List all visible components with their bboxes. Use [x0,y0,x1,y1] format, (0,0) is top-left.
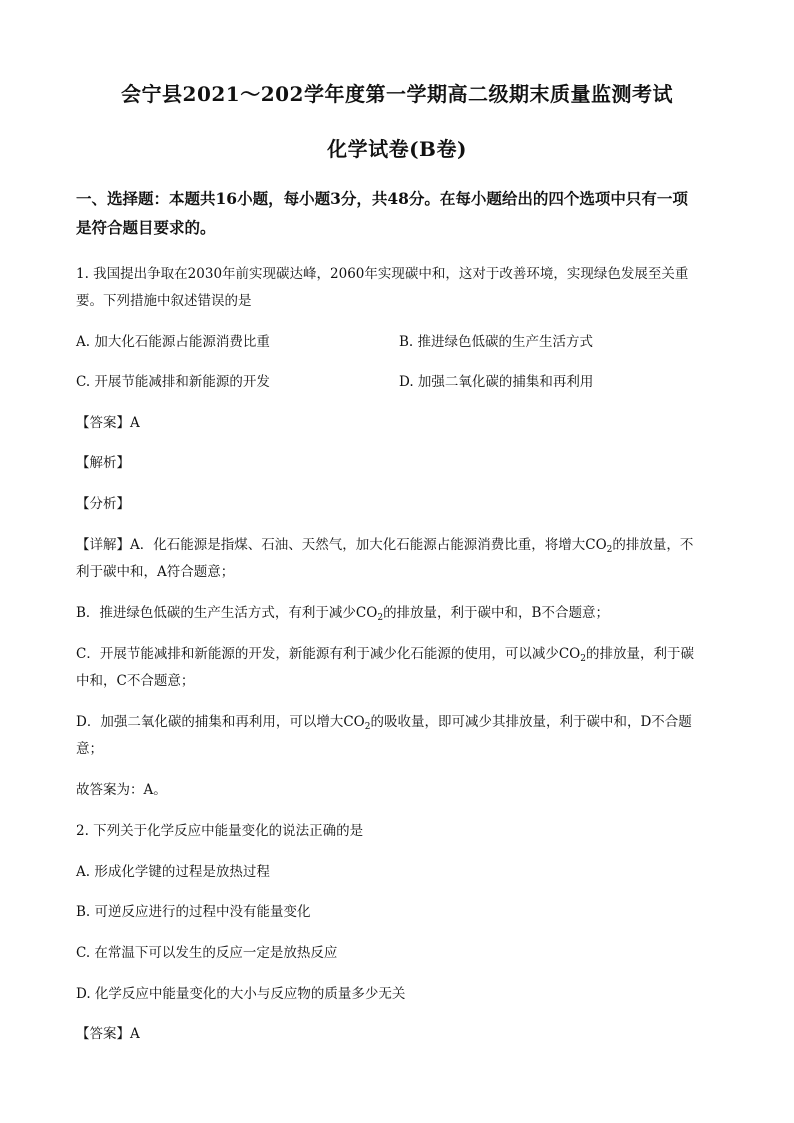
co2-subscript: 2 [606,545,613,555]
co2-subscript: 2 [364,722,371,732]
q1-option-b: B. 推进绿色低碳的生产生活方式 [399,334,594,350]
q1-answer: 【答案】A [76,415,140,431]
q2-answer: 【答案】A [76,1026,140,1042]
q1-detail-d-line2: 意； [76,741,103,757]
q1-option-d: D. 加强二氧化碳的捕集和再利用 [399,374,594,390]
q1-detail-a-line2: 利于碳中和，A符合题意； [76,564,235,580]
q2-option-a: A. 形成化学键的过程是放热过程 [76,864,270,880]
q1-detail-a-line1 [76,533,693,555]
q1-detail-a-text: 【详解】A．化石能源是指煤、石油、天然气，加大化石能源占能源消费比重，将增大CO [76,537,607,553]
q1-stem-line2: 要。下列措施中叙述错误的是 [76,293,252,309]
q1-detail-b-tail: 的排放量，利于碳中和，B不合题意； [383,605,609,621]
q1-option-c: C. 开展节能减排和新能源的开发 [76,374,270,390]
q1-detail-d-tail: 的吸收量，即可减少其排放量，利于碳中和，D不合题 [370,714,692,730]
q1-detail-b-text: B．推进绿色低碳的生产生活方式，有利于减少CO [76,605,378,621]
q2-stem: 2. 下列关于化学反应中能量变化的说法正确的是 [76,823,364,839]
page-title: 会宁县2021～202学年度第一学期高二级期末质量监测考试 [121,82,673,106]
q1-detail-c-line1 [76,642,694,664]
q1-detail-c-tail: 的排放量，利于碳 [585,646,694,662]
q1-detail-b-line1 [76,601,609,623]
section-heading-line2: 是符合题目要求的。 [76,218,216,237]
q1-option-a: A. 加大化石能源占能源消费比重 [76,334,270,350]
q2-option-c: C. 在常温下可以发生的反应一定是放热反应 [76,945,338,961]
section-heading-line1: 一、选择题：本题共16小题，每小题3分，共48分。在每小题给出的四个选项中只有一项 [76,189,688,208]
q1-detail-d-text: D．加强二氧化碳的捕集和再利用，可以增大CO [76,714,365,730]
q2-option-b: B. 可逆反应进行的过程中没有能量变化 [76,904,311,920]
q1-fenxi-label: 【分析】 [76,496,130,512]
q1-detail-c-text: C．开展节能减排和新能源的开发，新能源有利于减少化石能源的使用，可以减少CO [76,646,581,662]
q1-stem-line1: 1. 我国提出争取在2030年前实现碳达峰，2060年实现碳中和，这对于改善环境，实现绿色发展至关重 [76,266,689,282]
q2-option-d: D. 化学反应中能量变化的大小与反应物的质量多少无关 [76,986,406,1002]
q1-jiexi-label: 【解析】 [76,455,130,471]
q1-detail-c-line2: 中和，C不合题意； [76,673,195,689]
q1-detail-a-tail: 的排放量，不 [612,537,694,553]
page-subtitle: 化学试卷(B卷) [327,137,467,161]
co2-subscript: 2 [377,613,384,623]
q1-conclusion: 故答案为：A。 [76,782,167,798]
q1-detail-d-line1 [76,710,692,732]
co2-subscript: 2 [580,654,586,664]
